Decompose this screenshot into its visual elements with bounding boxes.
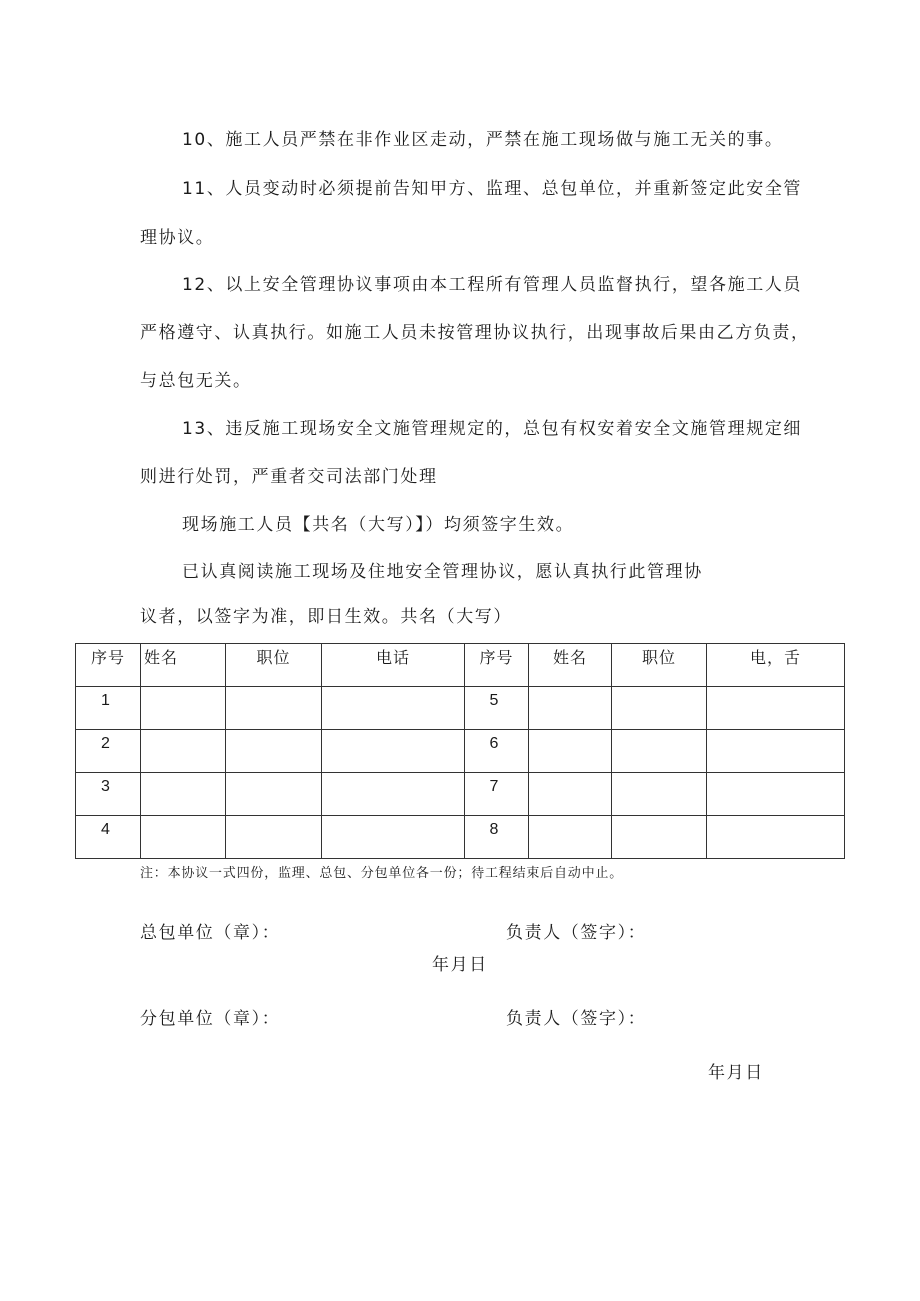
header-name-right: 姓名 (529, 644, 612, 687)
position-cell[interactable] (226, 773, 322, 816)
name-cell[interactable] (141, 773, 226, 816)
position-cell[interactable] (226, 687, 322, 730)
row-seq-left: 2 (76, 730, 141, 773)
clause-11-line-1: 11、人员变动时必须提前告知甲方、监理、总包单位，并重新签定此安全管 (182, 179, 803, 199)
header-seq-left: 序号 (76, 644, 141, 687)
header-position-left: 职位 (226, 644, 322, 687)
position-cell[interactable] (226, 816, 322, 859)
clause-12-line-3: 与总包无关。 (140, 371, 252, 391)
main-contractor-seal-label: 总包单位（章）： (140, 923, 281, 943)
clause-13-line-2: 则进行处罚，严重者交司法部门处理 (140, 467, 438, 487)
clause-13-line-1: 13、违反施工现场安全文施管理规定的，总包有权安着安全文施管理规定细 (182, 419, 803, 439)
table-row (76, 773, 845, 816)
name-cell[interactable] (529, 687, 612, 730)
phone-cell[interactable] (322, 687, 465, 730)
phone-cell[interactable] (322, 816, 465, 859)
sub-contractor-seal-label: 分包单位（章）： (140, 1009, 281, 1029)
name-cell[interactable] (141, 816, 226, 859)
phone-cell[interactable] (707, 816, 845, 859)
row-seq-left: 1 (76, 687, 141, 730)
table-row (76, 816, 845, 859)
table-row (76, 730, 845, 773)
clause-10: 10、施工人员严禁在非作业区走动，严禁在施工现场做与施工无关的事。 (182, 130, 784, 150)
sign-intro-line-2: 已认真阅读施工现场及住地安全管理协议，愿认真执行此管理协 (182, 562, 703, 582)
row-seq-left: 4 (76, 816, 141, 859)
header-phone-right: 电，舌 (707, 644, 845, 687)
phone-cell[interactable] (322, 773, 465, 816)
phone-cell[interactable] (322, 730, 465, 773)
row-seq-right: 6 (465, 730, 529, 773)
position-cell[interactable] (612, 773, 707, 816)
agreement-note: 注：本协议一式四份，监理、总包、分包单位各一份；待工程结束后自动中止。 (140, 866, 624, 881)
phone-cell[interactable] (707, 730, 845, 773)
position-cell[interactable] (612, 730, 707, 773)
position-cell[interactable] (612, 687, 707, 730)
row-seq-right: 7 (465, 773, 529, 816)
sub-date: 年月日 (708, 1063, 764, 1083)
clause-12-line-1: 12、以上安全管理协议事项由本工程所有管理人员监督执行，望各施工人员 (182, 275, 803, 295)
position-cell[interactable] (226, 730, 322, 773)
sign-intro-line-1: 现场施工人员【共名（大写）】）均须签字生效。 (182, 515, 575, 535)
header-phone-left: 电话 (322, 644, 465, 687)
row-seq-right: 5 (465, 687, 529, 730)
name-cell[interactable] (529, 730, 612, 773)
header-name-left: 姓名 (141, 644, 226, 687)
main-responsible-signature-label: 负责人（签字）： (506, 923, 647, 943)
clause-12-line-2: 严格遵守、认真执行。如施工人员未按管理协议执行，出现事故后果由乙方负责， (140, 323, 810, 343)
phone-cell[interactable] (707, 773, 845, 816)
sub-responsible-signature-label: 负责人（签字）： (506, 1009, 647, 1029)
name-cell[interactable] (529, 816, 612, 859)
name-cell[interactable] (529, 773, 612, 816)
position-cell[interactable] (612, 816, 707, 859)
row-seq-right: 8 (465, 816, 529, 859)
worker-roster-table (75, 643, 845, 859)
row-seq-left: 3 (76, 773, 141, 816)
main-date: 年月日 (432, 955, 488, 975)
phone-cell[interactable] (707, 687, 845, 730)
header-position-right: 职位 (612, 644, 707, 687)
name-cell[interactable] (141, 687, 226, 730)
header-seq-right: 序号 (465, 644, 529, 687)
name-cell[interactable] (141, 730, 226, 773)
clause-11-line-2: 理协议。 (140, 228, 215, 248)
table-header-row (76, 644, 845, 687)
table-row (76, 687, 845, 730)
sign-intro-line-3: 议者，以签字为准，即日生效。共名（大写） (140, 607, 512, 627)
